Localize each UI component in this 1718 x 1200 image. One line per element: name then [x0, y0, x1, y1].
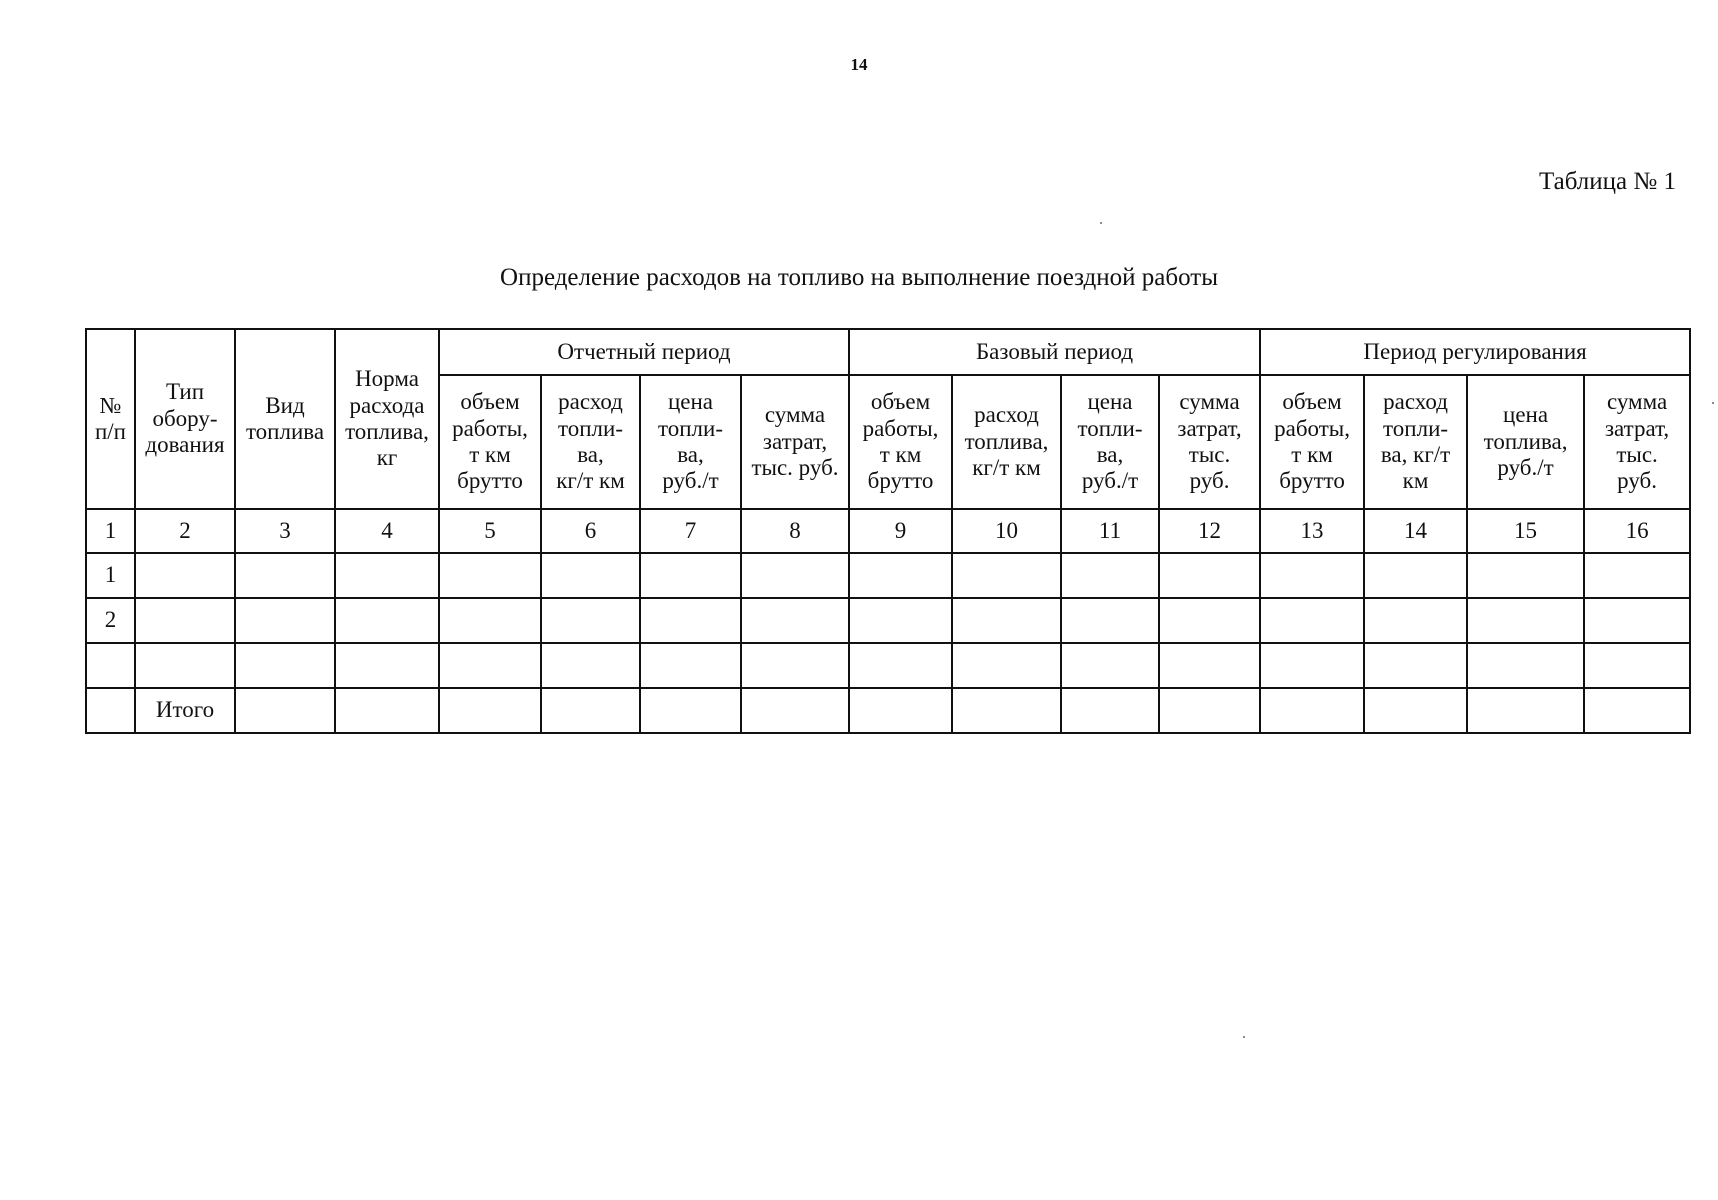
column-number: 14: [1364, 509, 1467, 553]
column-number: 5: [439, 509, 541, 553]
empty-cell: [849, 688, 952, 733]
row-number: [86, 688, 135, 733]
empty-cell: [1061, 688, 1159, 733]
column-number: 2: [135, 509, 235, 553]
empty-cell: [541, 598, 640, 643]
empty-cell: [1159, 553, 1260, 598]
column-number: 6: [541, 509, 640, 553]
empty-cell: [235, 553, 335, 598]
header-no: № п/п: [86, 329, 135, 509]
column-number: 10: [952, 509, 1061, 553]
header-fuel-consumption: расход топли- ва, кг/т км: [1364, 375, 1467, 509]
empty-cell: [335, 688, 439, 733]
empty-cell: [1584, 643, 1690, 688]
header-cost-sum: сумма затрат, тыс. руб.: [741, 375, 849, 509]
empty-cell: [1467, 553, 1584, 598]
empty-cell: [952, 643, 1061, 688]
empty-cell: [541, 553, 640, 598]
empty-cell: [849, 553, 952, 598]
empty-cell: [952, 553, 1061, 598]
empty-cell: [1364, 688, 1467, 733]
empty-cell: [640, 598, 741, 643]
empty-cell: [640, 688, 741, 733]
empty-cell: [541, 643, 640, 688]
header-regulation-period: Период регулирования: [1260, 329, 1690, 375]
empty-cell: [1061, 553, 1159, 598]
empty-cell: [439, 553, 541, 598]
total-label: Итого: [135, 688, 235, 733]
empty-cell: [640, 553, 741, 598]
empty-cell: [335, 598, 439, 643]
empty-cell: [1260, 688, 1364, 733]
column-number-row: [86, 509, 1690, 553]
empty-cell: [1159, 643, 1260, 688]
empty-cell: [1260, 643, 1364, 688]
header-work-volume: объем работы, т км брутто: [1260, 375, 1364, 509]
table-title: Определение расходов на топливо на выполнение поездной работы: [500, 264, 1218, 291]
table-row: [86, 553, 1690, 598]
row-number: 2: [86, 598, 135, 643]
empty-cell: [1260, 553, 1364, 598]
header-base-period: Базовый период: [849, 329, 1260, 375]
empty-cell: [1159, 598, 1260, 643]
column-number: 13: [1260, 509, 1364, 553]
empty-cell: [741, 643, 849, 688]
table-label: Таблица № 1: [1538, 168, 1676, 195]
empty-cell: [1584, 598, 1690, 643]
column-number: 15: [1467, 509, 1584, 553]
fuel-cost-table: [85, 328, 1691, 734]
empty-cell: [1364, 553, 1467, 598]
empty-cell: [1584, 688, 1690, 733]
empty-cell: [1260, 598, 1364, 643]
header-equipment-type: Тип обору- дования: [135, 329, 235, 509]
row-label: [135, 643, 235, 688]
header-reporting-period: Отчетный период: [439, 329, 849, 375]
column-number: 9: [849, 509, 952, 553]
row-number: [86, 643, 135, 688]
empty-cell: [1467, 643, 1584, 688]
row-label: [135, 598, 235, 643]
empty-cell: [1364, 598, 1467, 643]
column-number: 8: [741, 509, 849, 553]
empty-cell: [335, 643, 439, 688]
column-number: 16: [1584, 509, 1690, 553]
empty-cell: [849, 643, 952, 688]
column-number: 1: [86, 509, 135, 553]
header-fuel-price: цена топли- ва, руб./т: [640, 375, 741, 509]
header-cost-sum: сумма затрат, тыс. руб.: [1159, 375, 1260, 509]
empty-cell: [952, 688, 1061, 733]
header-fuel-price: цена топлива, руб./т: [1467, 375, 1584, 509]
empty-cell: [1061, 643, 1159, 688]
empty-cell: [1159, 688, 1260, 733]
empty-cell: [235, 688, 335, 733]
scan-speck: [1100, 222, 1102, 224]
header-fuel-consumption: расход топлива, кг/т км: [952, 375, 1061, 509]
empty-cell: [235, 598, 335, 643]
empty-cell: [1467, 688, 1584, 733]
header-cost-sum: сумма затрат, тыс. руб.: [1584, 375, 1690, 509]
empty-cell: [741, 553, 849, 598]
total-row: [86, 688, 1690, 733]
scan-speck: [1712, 402, 1714, 404]
empty-cell: [439, 643, 541, 688]
empty-cell: [1584, 553, 1690, 598]
table-row: [86, 598, 1690, 643]
column-number: 12: [1159, 509, 1260, 553]
empty-cell: [335, 553, 439, 598]
empty-cell: [640, 643, 741, 688]
row-label: [135, 553, 235, 598]
header-work-volume: объем работы, т км брутто: [849, 375, 952, 509]
column-number: 11: [1061, 509, 1159, 553]
empty-cell: [439, 688, 541, 733]
header-fuel-type: Вид топлива: [235, 329, 335, 509]
column-number: 7: [640, 509, 741, 553]
scan-speck: [1243, 1036, 1245, 1038]
header-work-volume: объем работы, т км брутто: [439, 375, 541, 509]
empty-cell: [1061, 598, 1159, 643]
empty-cell: [741, 688, 849, 733]
page-number: 14: [850, 55, 868, 74]
row-number: 1: [86, 553, 135, 598]
header-fuel-consumption: расход топли- ва, кг/т км: [541, 375, 640, 509]
empty-cell: [541, 688, 640, 733]
empty-cell: [439, 598, 541, 643]
column-number: 4: [335, 509, 439, 553]
header-fuel-price: цена топли- ва, руб./т: [1061, 375, 1159, 509]
empty-cell: [235, 643, 335, 688]
column-number: 3: [235, 509, 335, 553]
header-fuel-norm: Норма расхода топлива, кг: [335, 329, 439, 509]
empty-cell: [952, 598, 1061, 643]
empty-cell: [1364, 643, 1467, 688]
empty-cell: [741, 598, 849, 643]
empty-cell: [849, 598, 952, 643]
table-row: [86, 643, 1690, 688]
empty-cell: [1467, 598, 1584, 643]
